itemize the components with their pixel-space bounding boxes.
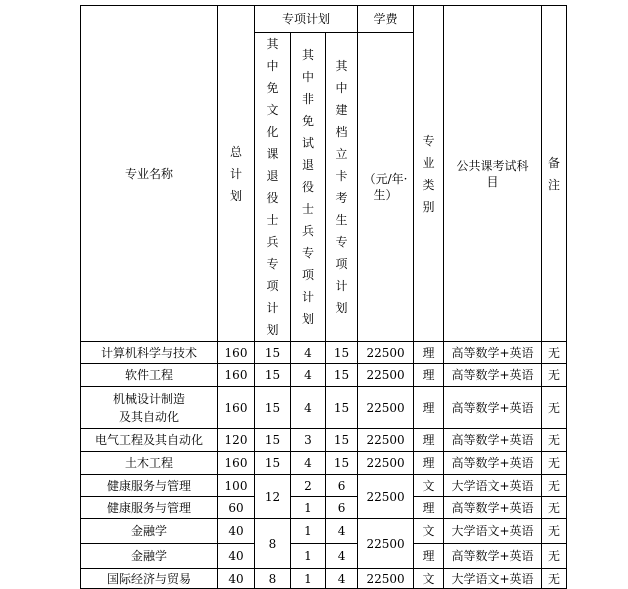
total-plan: 160 xyxy=(218,342,255,364)
remark: 无 xyxy=(542,364,567,387)
tuition: 22500 xyxy=(358,342,414,364)
header-tuition-unit: （元/年·生） xyxy=(358,33,414,342)
exempt-veterans: 8 xyxy=(255,569,291,589)
category: 文 xyxy=(414,569,444,589)
total-plan: 160 xyxy=(218,452,255,475)
poverty-students: 15 xyxy=(326,364,358,387)
nonexempt-veterans: 3 xyxy=(291,429,326,452)
exempt-veterans: 15 xyxy=(255,429,291,452)
header-nonexempt-veterans: 其中非免试退役士兵专项计划 xyxy=(291,33,326,342)
poverty-students: 4 xyxy=(326,519,358,544)
tuition: 22500 xyxy=(358,519,414,569)
remark: 无 xyxy=(542,387,567,429)
tuition: 22500 xyxy=(358,429,414,452)
tuition: 22500 xyxy=(358,364,414,387)
table-row xyxy=(81,452,567,475)
category: 理 xyxy=(414,429,444,452)
nonexempt-veterans: 1 xyxy=(291,497,326,519)
header-total-plan: 总计划 xyxy=(218,6,255,342)
remark: 无 xyxy=(542,497,567,519)
remark: 无 xyxy=(542,544,567,569)
category: 理 xyxy=(414,342,444,364)
poverty-students: 4 xyxy=(326,544,358,569)
table-row xyxy=(81,497,567,519)
tuition: 22500 xyxy=(358,475,414,519)
nonexempt-veterans: 1 xyxy=(291,544,326,569)
total-plan: 40 xyxy=(218,519,255,544)
poverty-students: 15 xyxy=(326,342,358,364)
nonexempt-veterans: 1 xyxy=(291,519,326,544)
category: 理 xyxy=(414,452,444,475)
category: 理 xyxy=(414,364,444,387)
header-subjects: 公共课考试科目 xyxy=(444,6,542,342)
table-row xyxy=(81,544,567,569)
table-row xyxy=(81,519,567,544)
category: 文 xyxy=(414,519,444,544)
header-exempt-veterans: 其中免文化课退役士兵专项计划 xyxy=(255,33,291,342)
table-row xyxy=(81,387,567,429)
category: 理 xyxy=(414,544,444,569)
subjects: 大学语文+英语 xyxy=(444,519,542,544)
category: 理 xyxy=(414,497,444,519)
enrollment-plan-table xyxy=(80,5,567,589)
subjects: 高等数学+英语 xyxy=(444,497,542,519)
exempt-veterans: 15 xyxy=(255,452,291,475)
header-category: 专业类别 xyxy=(414,6,444,342)
remark: 无 xyxy=(542,429,567,452)
remark: 无 xyxy=(542,519,567,544)
header-major-name: 专业名称 xyxy=(81,6,218,342)
major-name: 健康服务与管理 xyxy=(81,497,218,519)
major-name: 计算机科学与技术 xyxy=(81,342,218,364)
major-name: 国际经济与贸易 xyxy=(81,569,218,589)
header-poverty-students: 其中建档立卡考生专项计划 xyxy=(326,33,358,342)
remark: 无 xyxy=(542,475,567,497)
subjects: 高等数学+英语 xyxy=(444,544,542,569)
remark: 无 xyxy=(542,342,567,364)
poverty-students: 15 xyxy=(326,429,358,452)
header-special-plan: 专项计划 xyxy=(255,6,358,33)
total-plan: 40 xyxy=(218,569,255,589)
remark: 无 xyxy=(542,452,567,475)
nonexempt-veterans: 2 xyxy=(291,475,326,497)
header-tuition: 学费 xyxy=(358,6,414,33)
tuition: 22500 xyxy=(358,569,414,589)
subjects: 高等数学+英语 xyxy=(444,452,542,475)
major-name: 机械设计制造 及其自动化 xyxy=(81,387,218,429)
total-plan: 160 xyxy=(218,387,255,429)
exempt-veterans: 12 xyxy=(255,475,291,519)
total-plan: 160 xyxy=(218,364,255,387)
table-row xyxy=(81,342,567,364)
exempt-veterans: 15 xyxy=(255,387,291,429)
total-plan: 40 xyxy=(218,544,255,569)
poverty-students: 15 xyxy=(326,387,358,429)
tuition: 22500 xyxy=(358,452,414,475)
category: 文 xyxy=(414,475,444,497)
exempt-veterans: 15 xyxy=(255,364,291,387)
major-name: 软件工程 xyxy=(81,364,218,387)
total-plan: 120 xyxy=(218,429,255,452)
major-name: 健康服务与管理 xyxy=(81,475,218,497)
subjects: 高等数学+英语 xyxy=(444,387,542,429)
category: 理 xyxy=(414,387,444,429)
major-name: 金融学 xyxy=(81,544,218,569)
nonexempt-veterans: 4 xyxy=(291,452,326,475)
table-row xyxy=(81,475,567,497)
nonexempt-veterans: 4 xyxy=(291,364,326,387)
header-remark: 备注 xyxy=(542,6,567,342)
exempt-veterans: 8 xyxy=(255,519,291,569)
subjects: 大学语文+英语 xyxy=(444,569,542,589)
poverty-students: 6 xyxy=(326,475,358,497)
subjects: 大学语文+英语 xyxy=(444,475,542,497)
nonexempt-veterans: 1 xyxy=(291,569,326,589)
remark: 无 xyxy=(542,569,567,589)
table-row xyxy=(81,364,567,387)
major-name: 土木工程 xyxy=(81,452,218,475)
subjects: 高等数学+英语 xyxy=(444,364,542,387)
table-row xyxy=(81,429,567,452)
nonexempt-veterans: 4 xyxy=(291,342,326,364)
major-name: 金融学 xyxy=(81,519,218,544)
exempt-veterans: 15 xyxy=(255,342,291,364)
tuition: 22500 xyxy=(358,387,414,429)
total-plan: 100 xyxy=(218,475,255,497)
subjects: 高等数学+英语 xyxy=(444,342,542,364)
subjects: 高等数学+英语 xyxy=(444,429,542,452)
total-plan: 60 xyxy=(218,497,255,519)
poverty-students: 4 xyxy=(326,569,358,589)
poverty-students: 6 xyxy=(326,497,358,519)
poverty-students: 15 xyxy=(326,452,358,475)
nonexempt-veterans: 4 xyxy=(291,387,326,429)
major-name: 电气工程及其自动化 xyxy=(81,429,218,452)
